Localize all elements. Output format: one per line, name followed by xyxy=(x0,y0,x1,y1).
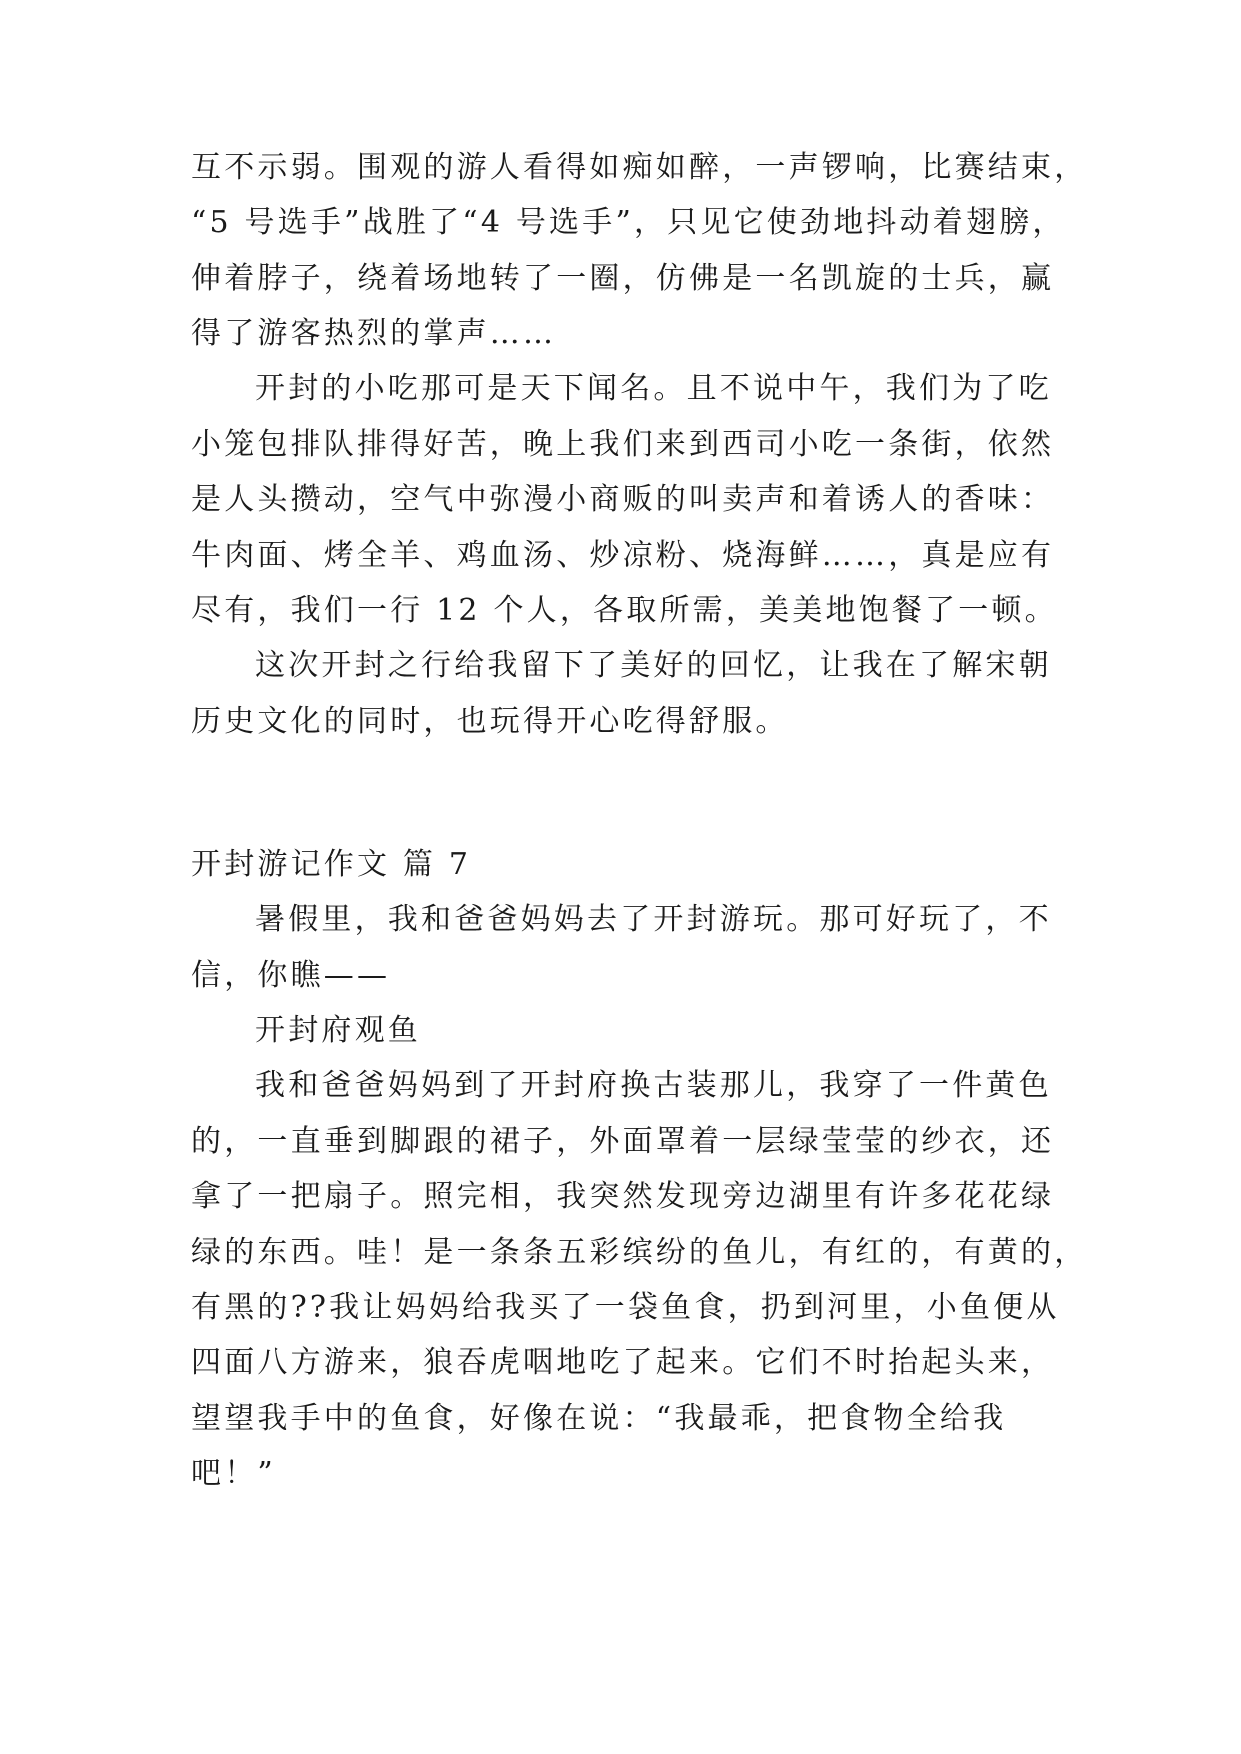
paragraph-line: 暑假里，我和爸爸妈妈去了开封游玩。那可好玩了，不 xyxy=(255,902,1052,937)
paragraph-line: 是人头攒动，空气中弥漫小商贩的叫卖声和着诱人的香味： xyxy=(191,482,1055,517)
paragraph-line: 我和爸爸妈妈到了开封府换古装那儿，我穿了一件黄色 xyxy=(255,1068,1052,1103)
paragraph-line: 望望我手中的鱼食，好像在说：“我最乖，把食物全给我 xyxy=(191,1401,1007,1436)
paragraph-line: 牛肉面、烤全羊、鸡血汤、炒凉粉、烧海鲜……，真是应有 xyxy=(191,538,1055,573)
paragraph-line: 有黑的??我让妈妈给我买了一袋鱼食，扔到河里，小鱼便从 xyxy=(191,1290,1060,1325)
paragraph-line: 互不示弱。围观的游人看得如痴如醉，一声锣响，比赛结束， xyxy=(191,150,1088,185)
subheading: 开封府观鱼 xyxy=(255,1013,421,1048)
paragraph-line: 绿的东西。哇！是一条条五彩缤纷的鱼儿，有红的，有黄的， xyxy=(191,1235,1088,1270)
paragraph-line: 开封的小吃那可是天下闻名。且不说中午，我们为了吃 xyxy=(255,371,1052,406)
paragraph-line: 拿了一把扇子。照完相，我突然发现旁边湖里有许多花花绿 xyxy=(191,1179,1055,1214)
paragraph-line: 这次开封之行给我留下了美好的回忆，让我在了解宋朝 xyxy=(255,648,1052,683)
paragraph-line: 四面八方游来，狼吞虎咽地吃了起来。它们不时抬起头来， xyxy=(191,1345,1055,1380)
paragraph-line: 得了游客热烈的掌声…… xyxy=(191,316,557,351)
paragraph-line: 的，一直垂到脚跟的裙子，外面罩着一层绿莹莹的纱衣，还 xyxy=(191,1124,1055,1159)
paragraph-line: 历史文化的同时，也玩得开心吃得舒服。 xyxy=(191,704,789,739)
section-heading: 开封游记作文 篇 7 xyxy=(191,847,472,882)
paragraph-line: 尽有，我们一行 12 个人，各取所需，美美地饱餐了一顿。 xyxy=(191,593,1058,628)
paragraph-line: 伸着脖子，绕着场地转了一圈，仿佛是一名凯旋的士兵，赢 xyxy=(191,261,1055,296)
paragraph-line: 信，你瞧—— xyxy=(191,958,391,993)
paragraph-line: “5 号选手”战胜了“4 号选手”，只见它使劲地抖动着翅膀， xyxy=(191,205,1066,240)
paragraph-line: 吧！” xyxy=(191,1456,276,1491)
paragraph-line: 小笼包排队排得好苦，晚上我们来到西司小吃一条街，依然 xyxy=(191,427,1055,462)
